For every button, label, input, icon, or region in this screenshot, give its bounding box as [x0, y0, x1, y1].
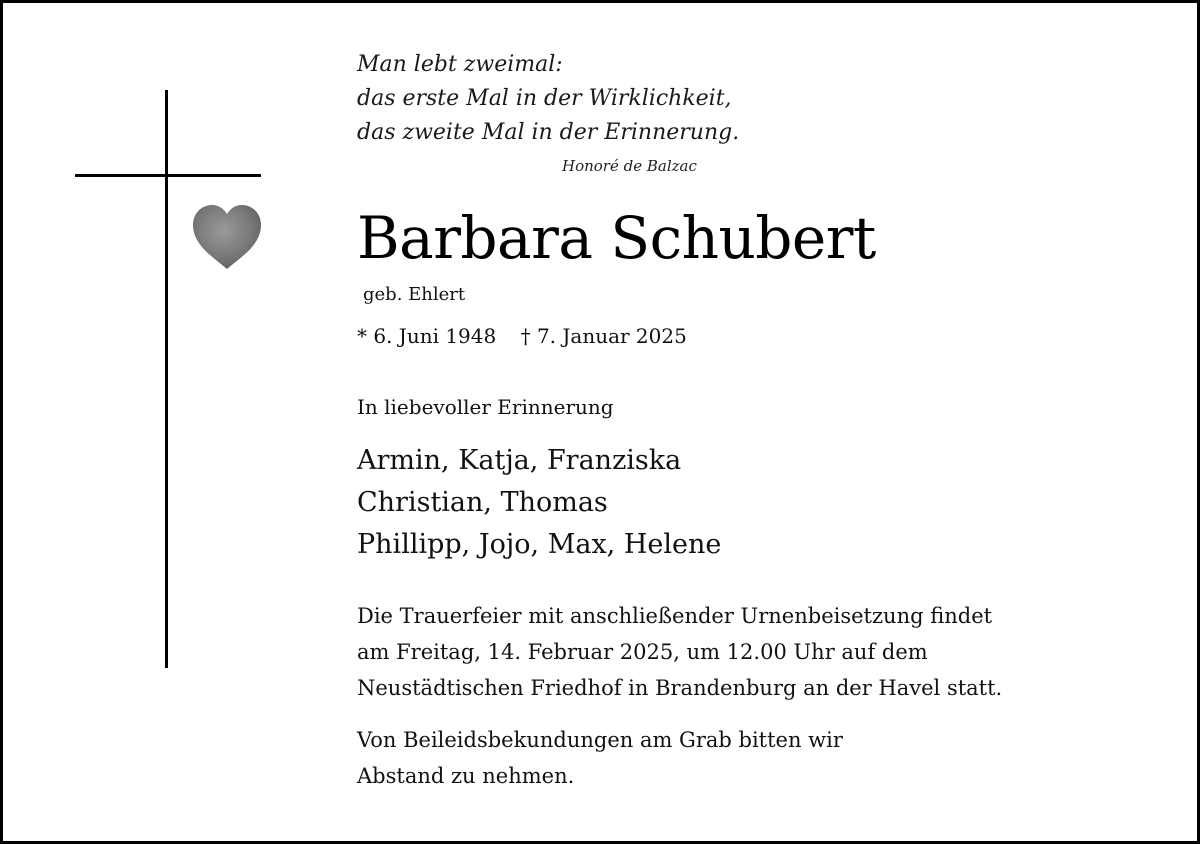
mourners-list	[357, 440, 721, 566]
mourner-line: Armin, Katja, Franziska	[357, 445, 682, 476]
maiden-name: geb. Ehlert	[363, 284, 466, 305]
mourner-line: Christian, Thomas	[357, 487, 608, 518]
quote-author: Honoré de Balzac	[562, 157, 697, 175]
deceased-name: Barbara Schubert	[357, 204, 876, 272]
mourner-line: Phillipp, Jojo, Max, Helene	[357, 529, 722, 560]
quote-line: das erste Mal in der Wirklichkeit,	[357, 86, 732, 111]
condolences-note	[357, 722, 843, 794]
condolences-line: Von Beileidsbekundungen am Grab bitten wir	[357, 728, 843, 752]
quote-line: das zweite Mal in der Erinnerung.	[357, 120, 740, 145]
cross-horizontal-bar	[75, 174, 261, 177]
service-line: Neustädtischen Friedhof in Brandenburg an der Havel statt.	[357, 676, 1003, 700]
life-dates	[357, 324, 687, 348]
condolences-line: Abstand zu nehmen.	[357, 764, 575, 788]
death-date: † 7. Januar 2025	[520, 324, 687, 348]
memory-heading: In liebevoller Erinnerung	[357, 395, 614, 419]
service-info	[357, 598, 1002, 706]
heart-icon	[191, 203, 263, 271]
service-line: am Freitag, 14. Februar 2025, um 12.00 Uhr auf dem	[357, 640, 928, 664]
quote	[357, 48, 739, 150]
service-line: Die Trauerfeier mit anschließender Urnenbeisetzung findet	[357, 604, 993, 628]
quote-line: Man lebt zweimal:	[357, 52, 563, 77]
birth-date: * 6. Juni 1948	[357, 324, 497, 348]
